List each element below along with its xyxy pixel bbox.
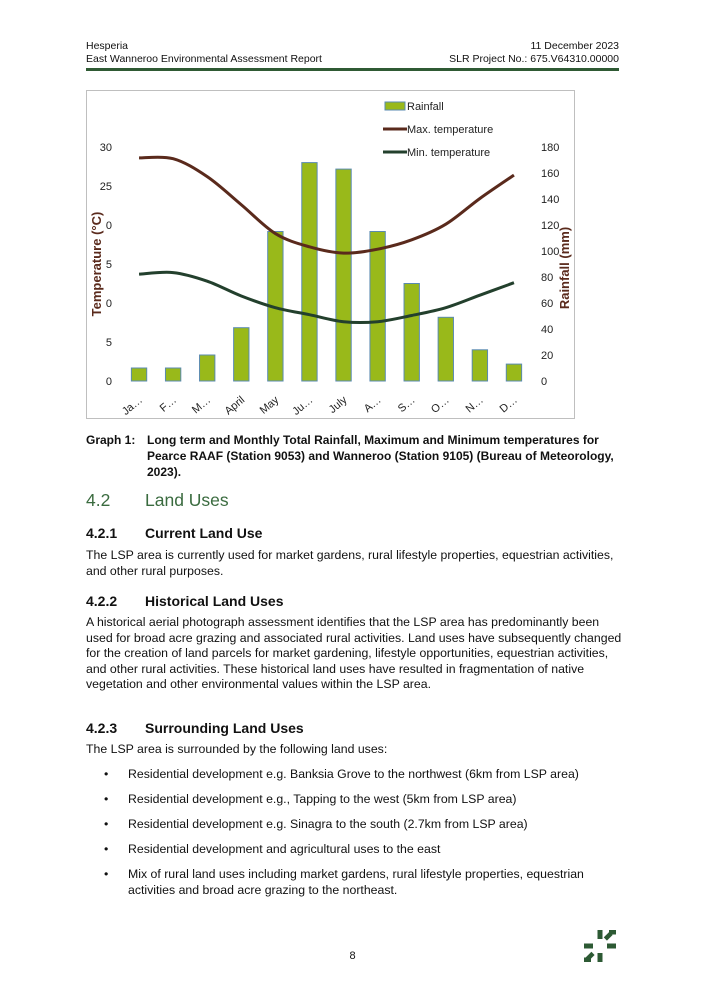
header-divider xyxy=(86,68,619,71)
list-item xyxy=(86,817,622,833)
rainfall-bar xyxy=(336,169,351,381)
x-axis-tick-label: O… xyxy=(429,394,452,416)
left-axis-tick-label: 5 xyxy=(105,337,112,349)
subsection-number-1: 4.2.1 xyxy=(86,525,118,541)
x-axis-tick-label: July xyxy=(326,394,350,416)
left-axis-tick-label: 25 xyxy=(99,181,112,193)
list-item-text: Residential development e.g., Tapping to the west (5km from LSP area) xyxy=(128,791,517,806)
rainfall-bar xyxy=(404,284,419,382)
climate-chart-svg xyxy=(87,91,574,418)
caption-text: Long term and Monthly Total Rainfall, Maximum and Minimum temperatures for Pearce RAAF (Station 9053) and Wanneroo (Station 9105) (Bureau of Meteorology, 2023). xyxy=(147,433,614,479)
x-axis-tick-label: A… xyxy=(361,394,384,416)
rainfall-bar xyxy=(131,368,146,381)
rainfall-bar xyxy=(438,317,453,381)
caption-label: Graph 1: xyxy=(86,433,136,447)
right-axis-tick-label: 100 xyxy=(541,246,560,258)
climate-chart xyxy=(86,90,575,419)
list-item xyxy=(86,792,622,808)
surrounding-land-use-list xyxy=(86,767,622,908)
list-item-text: Residential development e.g. Banksia Grove to the northwest (6km from LSP area) xyxy=(128,767,579,781)
subsection-title-historical: Historical Land Uses xyxy=(145,593,284,609)
right-axis-tick-label: 80 xyxy=(541,272,554,284)
list-item xyxy=(86,767,622,783)
right-axis-title: Rainfall (mm) xyxy=(557,226,572,310)
right-axis-tick-label: 0 xyxy=(541,376,548,388)
subsection-title-surrounding: Surrounding Land Uses xyxy=(145,720,304,736)
right-axis-tick-label: 160 xyxy=(541,168,560,180)
legend-rainfall-label: Rainfall xyxy=(407,101,444,113)
right-axis-tick-label: 120 xyxy=(541,220,560,232)
x-axis-tick-label: Ja… xyxy=(119,394,145,418)
x-axis-tick-label: April xyxy=(222,394,248,418)
rainfall-bar xyxy=(370,232,385,382)
list-item-text: Residential development and agricultural uses to the east xyxy=(128,841,441,856)
subsection-title-current: Current Land Use xyxy=(145,525,263,541)
right-axis-tick-label: 40 xyxy=(541,324,554,336)
legend-max-temperature-label: Max. temperature xyxy=(407,124,494,136)
x-axis-tick-label: N… xyxy=(463,394,486,416)
bullet-icon: • xyxy=(104,791,109,806)
right-axis-tick-label: 180 xyxy=(541,142,560,154)
rainfall-bar xyxy=(472,350,487,381)
bullet-icon: • xyxy=(104,866,109,881)
left-axis-tick-label: 0 xyxy=(105,376,112,388)
x-axis-tick-label: Ju… xyxy=(290,394,316,418)
legend-min-temperature-label: Min. temperature xyxy=(407,147,491,159)
subsection-number-3: 4.2.3 xyxy=(86,720,118,736)
paragraph-current-land-use: The LSP area is currently used for market gardens, rural lifestyle properties, equestrian activities, and other rural purposes. xyxy=(86,548,614,578)
paragraph-historical-land-uses: A historical aerial photograph assessment identifies that the LSP area has predominantly been used for broad acre grazing and associated rural activities. Land uses have subsequently changed for the creation of land parcels for market gardening, lifestyle opportunities, equestrian activities, and other rural activities. These historical land uses have resulted in fragmentation of native vegetation and other environmental values within the LSP area. xyxy=(86,615,622,692)
rainfall-bar xyxy=(234,328,249,381)
left-axis-tick-label: 0 xyxy=(105,298,112,310)
bullet-icon: • xyxy=(104,767,109,781)
slr-logo-icon xyxy=(582,928,618,964)
subsection-number-2: 4.2.2 xyxy=(86,593,118,609)
list-item xyxy=(86,842,622,858)
bullet-icon: • xyxy=(104,816,109,831)
right-axis-tick-label: 60 xyxy=(541,298,554,310)
section-title: Land Uses xyxy=(145,490,229,510)
x-axis-tick-label: M… xyxy=(189,394,214,417)
max-temperature-line xyxy=(139,157,514,253)
left-axis-tick-label: 30 xyxy=(99,142,112,154)
min-temperature-line xyxy=(139,272,514,322)
x-axis-tick-label: May xyxy=(257,394,282,417)
list-item xyxy=(86,867,622,898)
header-report-title: East Wanneroo Environmental Assessment Report xyxy=(86,53,322,65)
list-item-text: Residential development e.g. Sinagra to the south (2.7km from LSP area) xyxy=(128,816,528,831)
bullet-icon: • xyxy=(104,841,109,856)
rainfall-bar xyxy=(302,163,317,381)
left-axis-tick-label: 0 xyxy=(105,220,112,232)
section-number: 4.2 xyxy=(86,490,111,510)
left-axis-tick-label: 5 xyxy=(105,259,112,271)
rainfall-bar xyxy=(200,355,215,381)
x-axis-tick-label: F… xyxy=(157,394,180,415)
page-number: 8 xyxy=(349,950,356,962)
header-date: 11 December 2023 xyxy=(530,40,619,52)
x-axis-tick-label: D… xyxy=(497,394,520,416)
right-axis-tick-label: 140 xyxy=(541,194,560,206)
right-axis-tick-label: 20 xyxy=(541,350,554,362)
header-client: Hesperia xyxy=(86,40,129,52)
rainfall-bar xyxy=(165,368,180,381)
header-project-number: SLR Project No.: 675.V64310.00000 xyxy=(449,53,619,65)
list-item-text: Mix of rural land uses including market gardens, rural lifestyle properties, equestrian activities and broad acre grazing to the northeast. xyxy=(128,866,584,897)
legend-rainfall-swatch xyxy=(385,102,405,110)
left-axis-title: Temperature (°C) xyxy=(89,211,104,317)
x-axis-tick-label: S… xyxy=(395,394,418,416)
rainfall-bar xyxy=(506,364,521,381)
paragraph-surrounding-intro: The LSP area is surrounded by the following land uses: xyxy=(86,742,388,756)
